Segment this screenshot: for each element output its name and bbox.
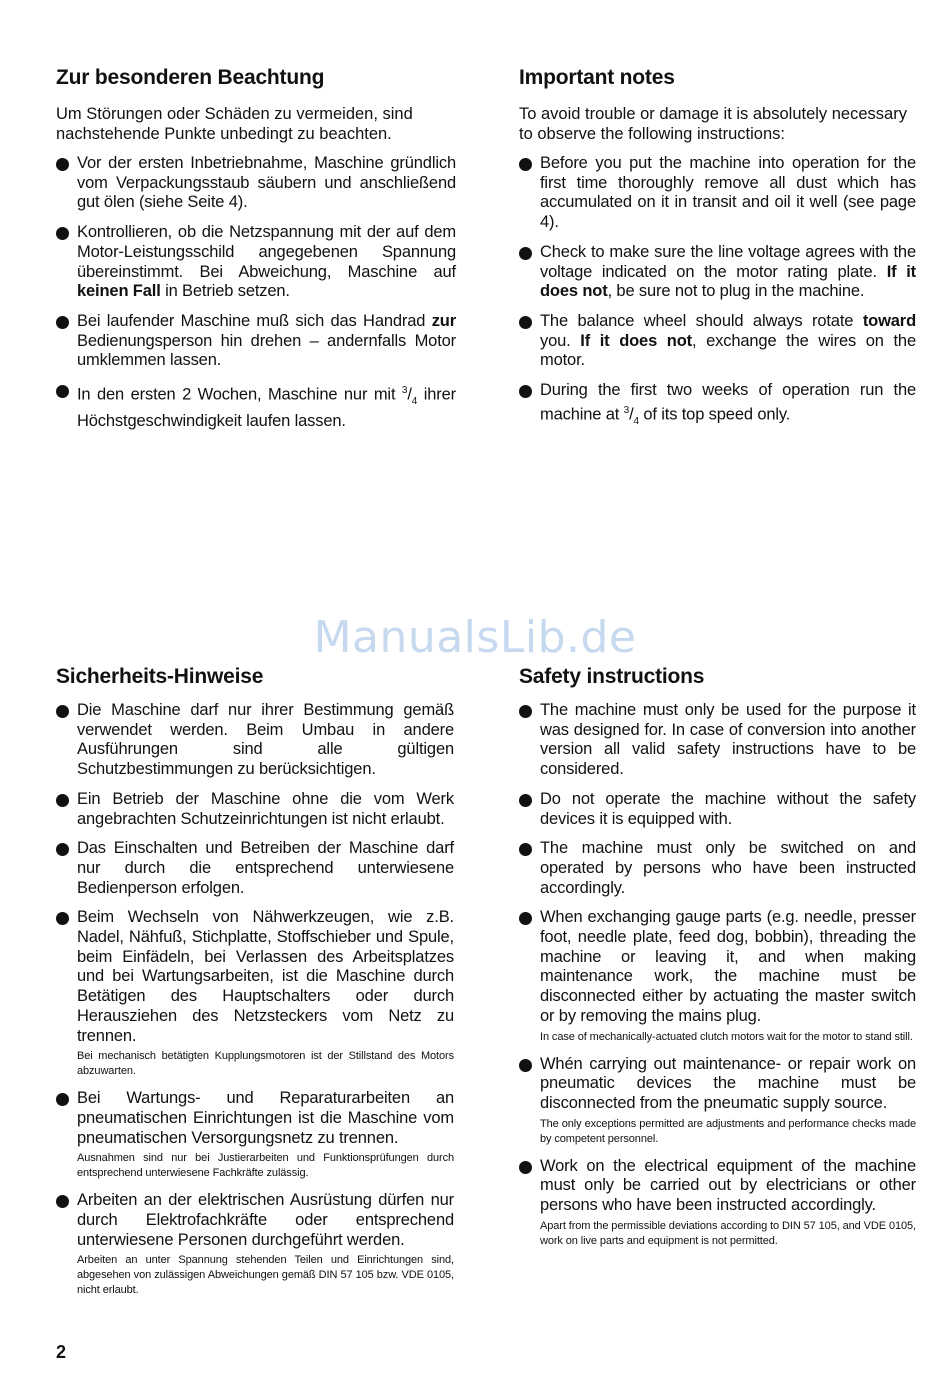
list-item: Work on the electrical equipment of the machine must only be carried out by electricians or other persons who have been instructed accordingly. Apart from the permissible deviations according to DIN 57 105, and VDE 0105, work on live parts and equipment is not permitted. [519, 1157, 916, 1249]
safety-en-section [519, 665, 916, 1259]
notes-en-intro: To avoid trouble or damage it is absolutely necessary to observe the following instructions: [519, 105, 907, 143]
list-item: The machine must only be switched on and operated by persons who have been instructed accordingly. [519, 839, 916, 898]
footnote: Apart from the permissible deviations according to DIN 57 105, and VDE 0105, work on live parts and equipment is not permitted. [540, 1219, 916, 1247]
list-item: Bei Wartungs- und Reparaturarbeiten an pneumatischen Einrichtungen ist die Maschine vom pneumatischen Versorgungsnetz zu trennen. Ausnahmen sind nur bei Justierarbeiten und Funktionsprüfungen durch entsprechend unterwiesene Fachkräfte zulässig. [56, 1089, 454, 1181]
bullet-icon [519, 247, 532, 260]
safety-en-list [519, 701, 916, 1249]
list-item: Do not operate the machine without the safety devices it is equipped with. [519, 790, 916, 829]
safety-en-title: Safety instructions [519, 665, 705, 688]
safety-de-list [56, 701, 454, 1298]
footnote: The only exceptions permitted are adjustments and performance checks made by competent personnel. [540, 1117, 916, 1145]
notes-en-section [519, 66, 916, 441]
bullet-icon [519, 385, 532, 398]
notes-de-section [56, 66, 456, 441]
bullet-icon [519, 912, 532, 925]
list-item: During the first two weeks of operation run the machine at $^3/_4$ of its top speed only. [519, 381, 916, 431]
bullet-icon [519, 1161, 532, 1174]
safety-de-section [56, 665, 454, 1308]
list-item: Whén carrying out maintenance- or repair work on pneumatic devices the machine must be disconnected from the pneumatic supply source. The only exceptions permitted are adjustments and performance checks made by competent personnel. [519, 1055, 916, 1147]
notes-en-title: Important notes [519, 66, 675, 89]
list-item: Before you put the machine into operation for the first time thoroughly remove all dust which has accumulated on it in transit and oil it well (see page 4). [519, 154, 916, 233]
bullet-icon [56, 1195, 69, 1208]
notes-de-list [56, 154, 456, 431]
bullet-icon [519, 794, 532, 807]
list-item: Kontrollieren, ob die Netzspannung mit der auf dem Motor-Leistungsschild angegebenen Spannung übereinstimmt. Bei Abweichung, Maschine auf keinen Fall in Betrieb setzen. [56, 223, 456, 302]
list-item: Check to make sure the line voltage agrees with the voltage indicated on the motor rating plate. If it does not, be sure not to plug in the machine. [519, 243, 916, 302]
bullet-icon [56, 158, 69, 171]
footnote: Arbeiten an unter Spannung stehenden Teilen und Einrichtungen sind, abgesehen von zulässigen Abweichungen gemäß DIN 57 105 bzw. VDE 0105, nicht erlaubt. [77, 1254, 454, 1297]
bullet-icon [519, 316, 532, 329]
bullet-icon [56, 794, 69, 807]
bullet-icon [56, 227, 69, 240]
list-item: Ein Betrieb der Maschine ohne die vom Werk angebrachten Schutzeinrichtungen ist nicht erlaubt. [56, 790, 454, 829]
bullet-icon [56, 316, 69, 329]
bullet-icon [56, 385, 69, 398]
footnote: Ausnahmen sind nur bei Justierarbeiten und Funktionsprüfungen durch entsprechend unterwiesene Fachkräfte zulässig. [77, 1152, 454, 1180]
list-item: Beim Wechseln von Nähwerkzeugen, wie z.B. Nadel, Nähfuß, Stichplatte, Stoffschieber und Spule, beim Einfädeln, bei Verlassen des Arbeitsplatzes und bei Wartungsarbeiten, ist die Maschine durch Betätigen des Hauptschalters oder durch Herausziehen des Netzsteckers vom Netz zu trennen. Bei mechanisch betätigten Kupplungsmotoren ist der Stillstand des Motors abzuwarten. [56, 908, 454, 1079]
list-item: When exchanging gauge parts (e.g. needle, presser foot, needle plate, feed dog, bobbin), threading the machine or leaving it, and when making maintenance work, the machine must be disconnected either by actuating the master switch or by removing the mains plug. In case of mechanically-actuated clutch motors wait for the motor to stand still. [519, 908, 916, 1044]
bullet-icon [519, 705, 532, 718]
bullet-icon [519, 1059, 532, 1072]
page-number: 2 [56, 1342, 67, 1362]
bullet-icon [519, 843, 532, 856]
list-item: The machine must only be used for the purpose it was designed for. In case of conversion into another version all valid safety instructions have to be considered. [519, 701, 916, 780]
list-item: The balance wheel should always rotate toward you. If it does not, exchange the wires on the motor. [519, 312, 916, 371]
watermark: ManualsLib.de [313, 612, 637, 663]
footnote: In case of mechanically-actuated clutch motors wait for the motor to stand still. [540, 1030, 913, 1043]
footnote: Bei mechanisch betätigten Kupplungsmotoren ist der Stillstand des Motors abzuwarten. [77, 1050, 454, 1078]
notes-en-list [519, 154, 916, 431]
bullet-icon [56, 843, 69, 856]
notes-de-title: Zur besonderen Beachtung [56, 66, 325, 89]
bullet-icon [519, 158, 532, 171]
list-item: Arbeiten an der elektrischen Ausrüstung dürfen nur durch Elektrofachkräfte oder entsprechend unterwiesene Personen durchgeführt werden. Arbeiten an unter Spannung stehenden Teilen und Einrichtungen sind, abgesehen von zulässigen Abweichungen gemäß DIN 57 105 bzw. VDE 0105, nicht erlaubt. [56, 1191, 454, 1298]
notes-de-intro: Um Störungen oder Schäden zu vermeiden, sind nachstehende Punkte unbedingt zu beachten. [56, 105, 413, 143]
list-item: Die Maschine darf nur ihrer Bestimmung gemäß verwendet werden. Beim Umbau in andere Ausführungen sind alle gültigen Schutzbestimmungen zu berücksichtigen. [56, 701, 454, 780]
bullet-icon [56, 705, 69, 718]
bullet-icon [56, 912, 69, 925]
list-item: In den ersten 2 Wochen, Maschine nur mit $^3/_4$ ihrer Höchstgeschwindigkeit laufen lassen. [56, 381, 456, 431]
list-item: Das Einschalten und Betreiben der Maschine darf nur durch die entsprechend unterwiesene Bedienperson erfolgen. [56, 839, 454, 898]
list-item: Bei laufender Maschine muß sich das Handrad zur Bedienungsperson hin drehen – andernfalls Motor umklemmen lassen. [56, 312, 456, 371]
list-item: Vor der ersten Inbetriebnahme, Maschine gründlich vom Verpackungsstaub säubern und anschließend gut ölen (siehe Seite 4). [56, 154, 456, 213]
safety-de-title: Sicherheits-Hinweise [56, 665, 264, 688]
bullet-icon [56, 1093, 69, 1106]
